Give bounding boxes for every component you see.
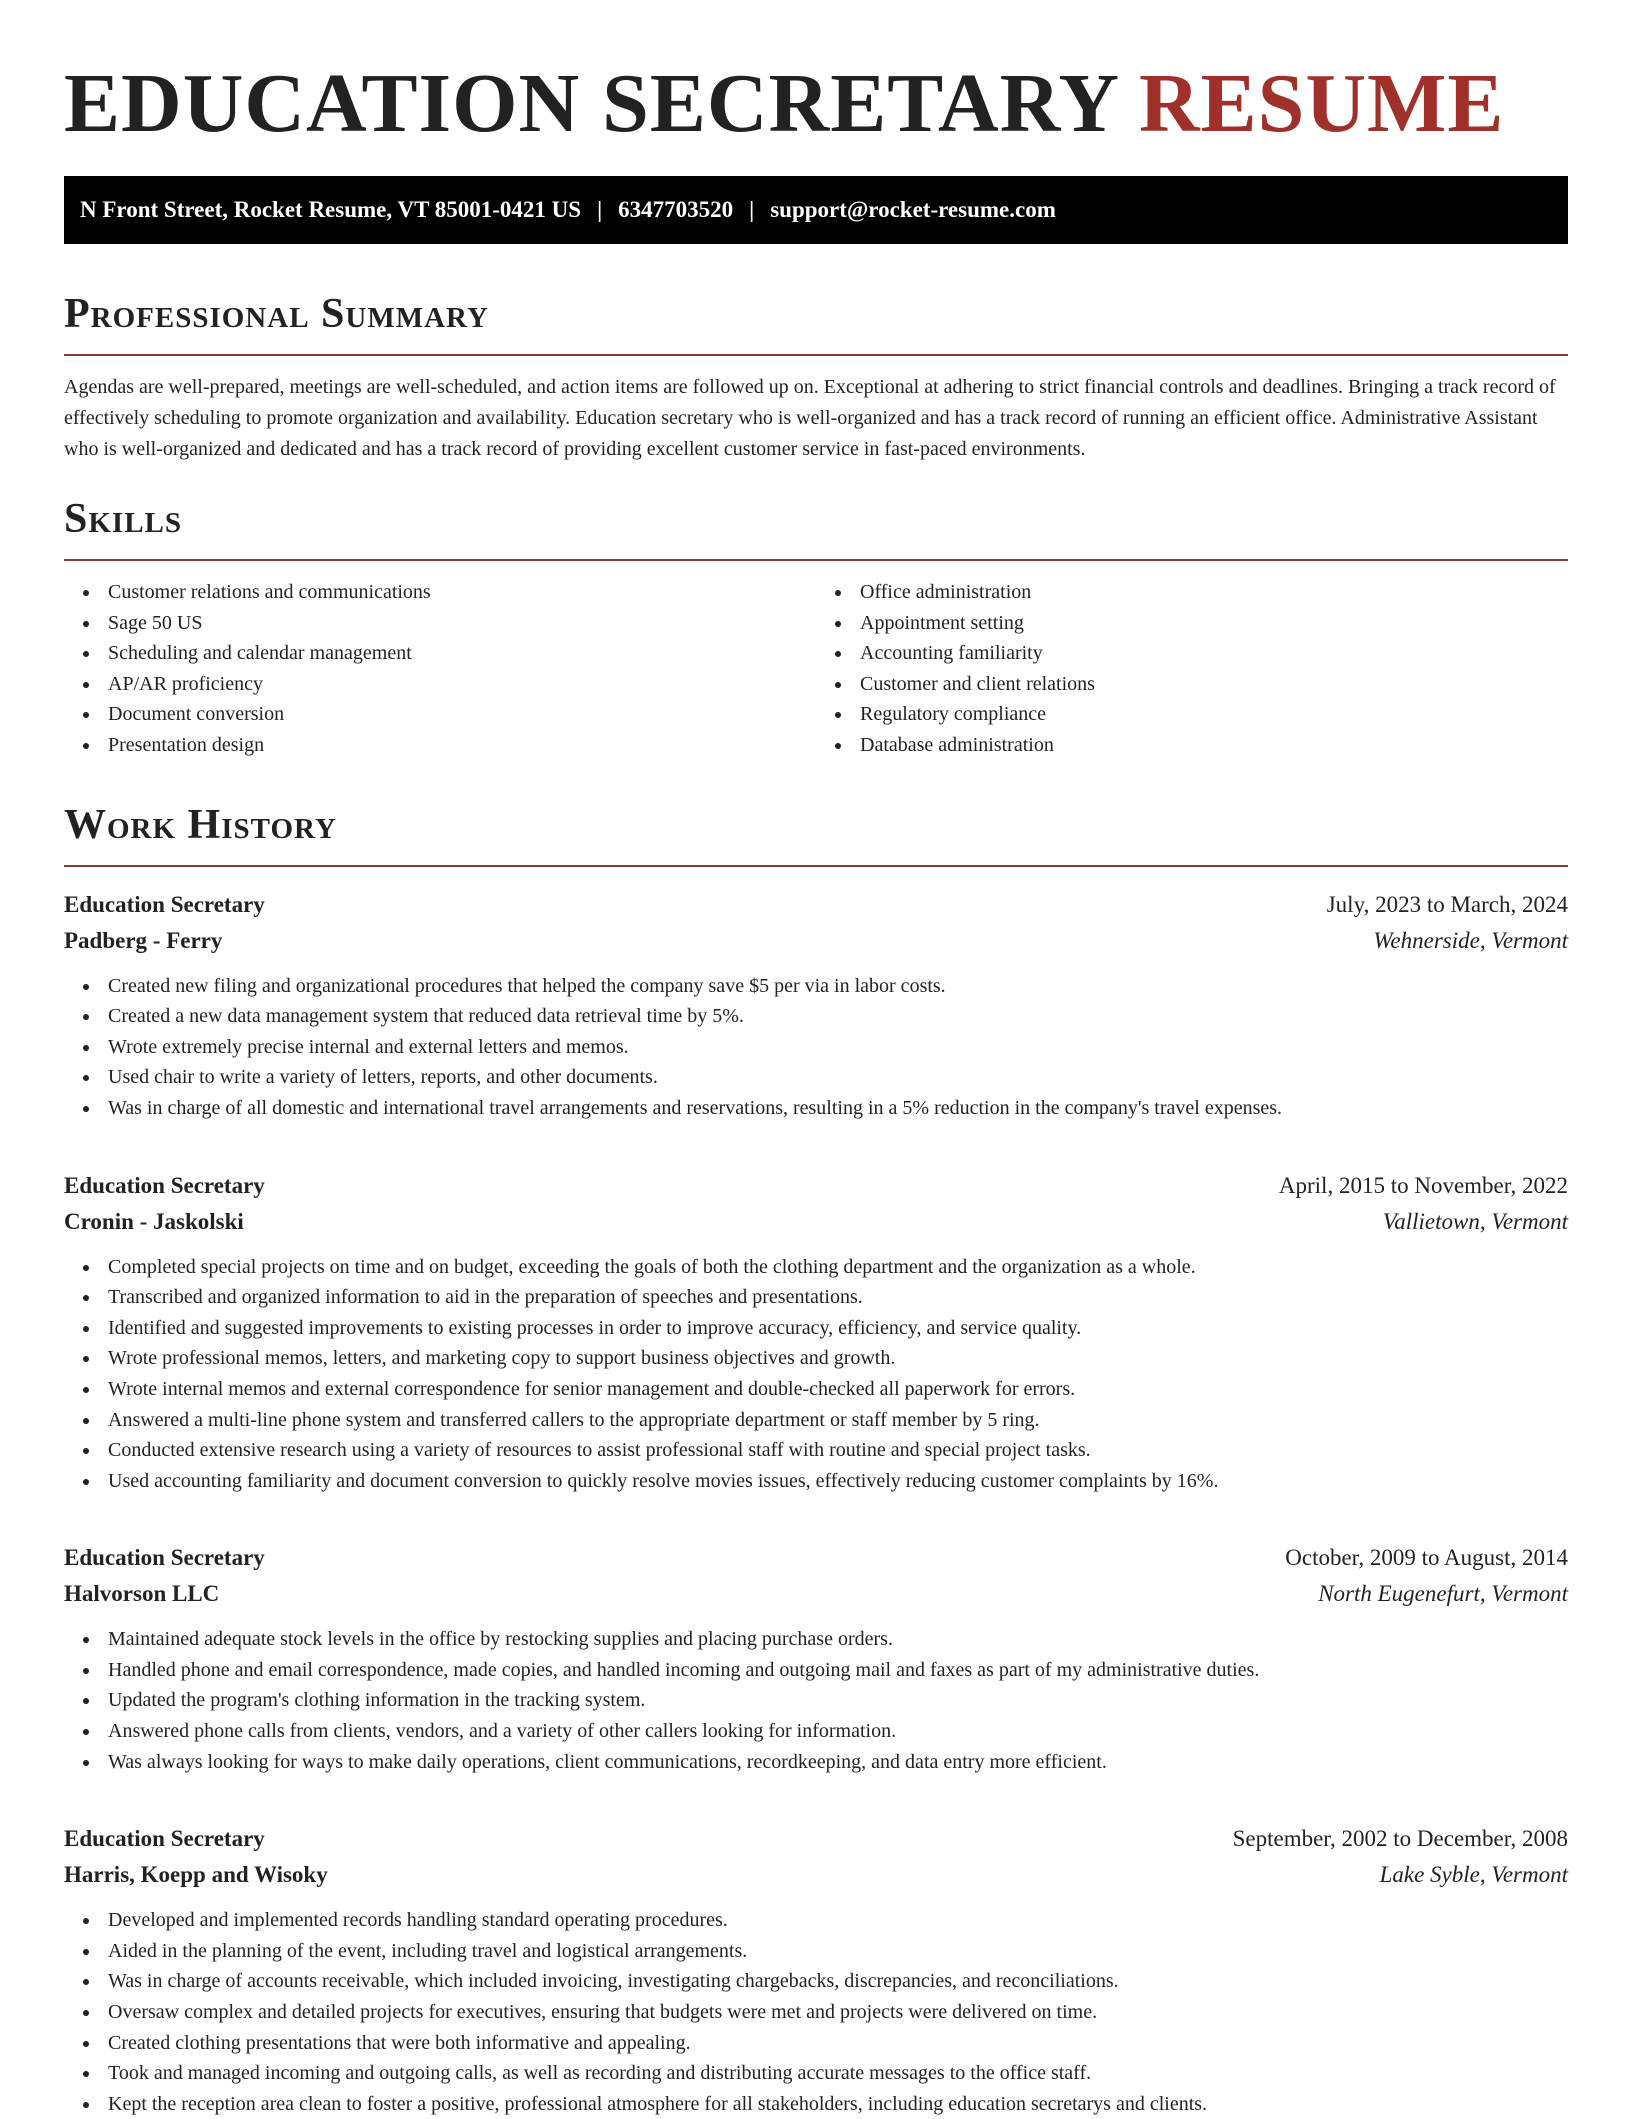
skill-item: Accounting familiarity	[860, 638, 1568, 669]
job-bullet: Identified and suggested improvements to existing processes in order to improve accuracy, efficiency, and service quality.	[108, 1313, 1568, 1344]
skill-item: Office administration	[860, 577, 1568, 608]
job-entry	[64, 1540, 1568, 1777]
section-divider	[64, 354, 1568, 356]
job-bullets	[64, 1905, 1568, 2119]
skill-item: Document conversion	[108, 699, 816, 730]
job-bullet: Maintained adequate stock levels in the office by restocking supplies and placing purchase orders.	[108, 1624, 1568, 1655]
job-bullet: Answered phone calls from clients, vendors, and a variety of other callers looking for information.	[108, 1716, 1568, 1747]
section-heading-skills: Skills	[64, 496, 183, 542]
job-location: North Eugenefurt, Vermont	[1318, 1581, 1568, 1607]
job-bullets	[64, 1252, 1568, 1497]
job-bullet: Used chair to write a variety of letters, reports, and other documents.	[108, 1062, 1568, 1093]
job-bullet: Developed and implemented records handling standard operating procedures.	[108, 1905, 1568, 1936]
job-header-row	[64, 1168, 1568, 1204]
contact-email: support@rocket-resume.com	[770, 197, 1056, 222]
job-title: Education Secretary	[64, 1545, 265, 1571]
job-dates: April, 2015 to November, 2022	[1278, 1172, 1568, 1198]
job-bullet: Wrote professional memos, letters, and marketing copy to support business objectives and growth.	[108, 1343, 1568, 1374]
skill-item: Customer and client relations	[860, 669, 1568, 700]
contact-address: N Front Street, Rocket Resume, VT 85001-0421 US	[80, 197, 582, 222]
title-main: EDUCATION SECRETARY	[64, 57, 1117, 150]
job-bullet: Created new filing and organizational procedures that helped the company save $5 per via in labor costs.	[108, 971, 1568, 1002]
job-company-row	[64, 923, 1568, 959]
skills-section	[64, 493, 1568, 761]
skills-column-right	[816, 577, 1568, 761]
job-dates: September, 2002 to December, 2008	[1232, 1826, 1568, 1852]
resume-title	[64, 56, 1568, 152]
summary-text: Agendas are well-prepared, meetings are well-scheduled, and action items are followed up on. Exceptional at adhering to strict financial controls and deadlines. Bringing a track record of effectively scheduling to promote organization and availability. Education secretary who is well-organized and has a track record of running an efficient office. Administrative Assistant who is well-organized and dedicated and has a track record of providing excellent customer service in fast-paced environments.	[64, 376, 1556, 460]
job-bullet: Used accounting familiarity and document conversion to quickly resolve movies issues, effectively reducing customer complaints by 16%.	[108, 1466, 1568, 1497]
job-title: Education Secretary	[64, 1826, 265, 1852]
job-bullet: Kept the reception area clean to foster a positive, professional atmosphere for all stakeholders, including education secretarys and clients.	[108, 2089, 1568, 2119]
skill-item: AP/AR proficiency	[108, 669, 816, 700]
job-dates: October, 2009 to August, 2014	[1285, 1545, 1568, 1571]
job-entry	[64, 1821, 1568, 2119]
job-bullet: Was in charge of all domestic and international travel arrangements and reservations, resulting in a 5% reduction in the company's travel expenses.	[108, 1093, 1568, 1124]
skills-grid	[64, 577, 1568, 761]
skill-item: Scheduling and calendar management	[108, 638, 816, 669]
job-bullets	[64, 1624, 1568, 1777]
skills-column-left	[64, 577, 816, 761]
job-title: Education Secretary	[64, 1172, 265, 1198]
job-bullet: Transcribed and organized information to aid in the preparation of speeches and presentations.	[108, 1282, 1568, 1313]
section-heading-summary: Professional Summary	[64, 291, 489, 337]
job-company-row	[64, 1576, 1568, 1612]
title-accent: RESUME	[1138, 57, 1505, 150]
skill-item: Customer relations and communications	[108, 577, 816, 608]
job-bullet: Created clothing presentations that were both informative and appealing.	[108, 2028, 1568, 2059]
jobs-list	[64, 887, 1568, 2119]
job-dates: July, 2023 to March, 2024	[1326, 891, 1568, 917]
job-title: Education Secretary	[64, 891, 265, 917]
professional-summary-section	[64, 288, 1568, 465]
job-header-row	[64, 887, 1568, 923]
job-entry	[64, 887, 1568, 1124]
job-bullet: Wrote extremely precise internal and external letters and memos.	[108, 1032, 1568, 1063]
job-company-row	[64, 1204, 1568, 1240]
job-company: Harris, Koepp and Wisoky	[64, 1862, 328, 1888]
job-header-row	[64, 1821, 1568, 1857]
contact-bar	[64, 176, 1568, 244]
work-history-section	[64, 799, 1568, 2119]
job-bullet: Completed special projects on time and on budget, exceeding the goals of both the clothing department and the organization as a whole.	[108, 1252, 1568, 1283]
job-bullet: Took and managed incoming and outgoing calls, as well as recording and distributing accurate messages to the office staff.	[108, 2058, 1568, 2089]
job-bullet: Was always looking for ways to make daily operations, client communications, recordkeeping, and data entry more efficient.	[108, 1747, 1568, 1778]
section-divider	[64, 559, 1568, 561]
skill-item: Presentation design	[108, 730, 816, 761]
job-company: Padberg - Ferry	[64, 927, 223, 953]
skill-item: Regulatory compliance	[860, 699, 1568, 730]
job-location: Lake Syble, Vermont	[1379, 1862, 1568, 1888]
job-bullet: Answered a multi-line phone system and transferred callers to the appropriate department or staff member by 5 ring.	[108, 1405, 1568, 1436]
section-divider	[64, 865, 1568, 867]
job-bullet: Was in charge of accounts receivable, which included invoicing, investigating chargebacks, discrepancies, and reconciliations.	[108, 1966, 1568, 1997]
contact-separator: |	[749, 197, 755, 222]
skill-item: Appointment setting	[860, 608, 1568, 639]
job-bullet: Oversaw complex and detailed projects for executives, ensuring that budgets were met and projects were delivered on time.	[108, 1997, 1568, 2028]
job-bullet: Wrote internal memos and external correspondence for senior management and double-checked all paperwork for errors.	[108, 1374, 1568, 1405]
section-heading-work-history: Work History	[64, 801, 337, 848]
job-entry	[64, 1168, 1568, 1497]
skill-item: Sage 50 US	[108, 608, 816, 639]
skill-item: Database administration	[860, 730, 1568, 761]
job-header-row	[64, 1540, 1568, 1576]
job-company: Cronin - Jaskolski	[64, 1208, 244, 1234]
job-company-row	[64, 1857, 1568, 1893]
job-company: Halvorson LLC	[64, 1581, 220, 1607]
job-bullet: Aided in the planning of the event, including travel and logistical arrangements.	[108, 1936, 1568, 1967]
job-bullets	[64, 971, 1568, 1124]
job-bullet: Conducted extensive research using a variety of resources to assist professional staff with routine and special project tasks.	[108, 1435, 1568, 1466]
job-location: Vallietown, Vermont	[1382, 1208, 1568, 1234]
job-bullet: Updated the program's clothing information in the tracking system.	[108, 1685, 1568, 1716]
job-location: Wehnerside, Vermont	[1373, 927, 1568, 953]
contact-separator: |	[597, 197, 603, 222]
job-bullet: Created a new data management system that reduced data retrieval time by 5%.	[108, 1001, 1568, 1032]
contact-phone: 6347703520	[618, 197, 734, 222]
job-bullet: Handled phone and email correspondence, made copies, and handled incoming and outgoing mail and faxes as part of my administrative duties.	[108, 1655, 1568, 1686]
